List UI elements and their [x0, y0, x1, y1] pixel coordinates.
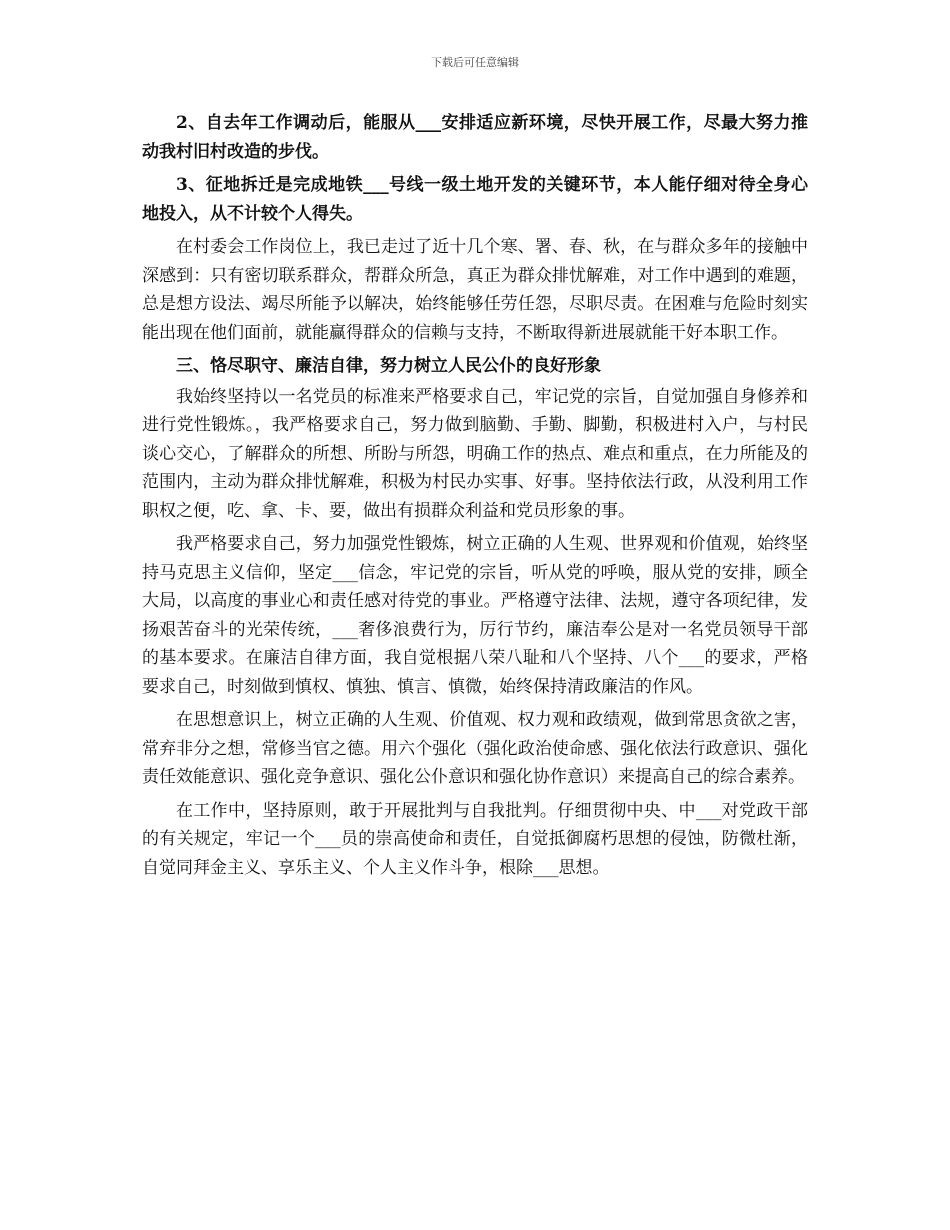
paragraph-work-principle: 在工作中，坚持原则，敢于开展批判与自我批判。仔细贯彻中央、中___对党政干部的有关规定，牢记一个___员的崇高使命和责任，自觉抵御腐朽思想的侵蚀，防微杜渐，自觉同拜金主义、享乐主义、个人主义作斗争，根除___思想。	[142, 800, 808, 878]
paragraph-party-discipline: 我严格要求自己，努力加强党性锻炼，树立正确的人生观、世界观和价值观，始终坚持马克思主义信仰，坚定___信念，牢记党的宗旨，听从党的呼唤，服从党的安排，顾全大局，以高度的事业心和责任感对待党的事业。严格遵守法律、法规，遵守各项纪律，发扬艰苦奋斗的光荣传统，___奢侈浪费行为，厉行节约，廉洁奉公是对一名党员领导干部的基本要求。在廉洁自律方面，我自觉根据八荣八耻和八个坚持、八个___的要求，严格要求自己，时刻做到慎权、慎独、慎言、慎微，始终保持清政廉洁的作风。	[142, 534, 808, 697]
paragraph-village-work: 在村委会工作岗位上，我已走过了近十几个寒、署、春、秋，在与群众多年的接触中深感到：只有密切联系群众，帮群众所急，真正为群众排忧解难，对工作中遇到的难题，总是想方设法、竭尽所能予以解决，始终能够任劳任怨，尽职尽责。在困难与危险时刻实能出现在他们面前，就能赢得群众的信赖与支持，不断取得新进展就能干好本职工作。	[142, 237, 808, 343]
paragraph-item-2: 2、自去年工作调动后，能服从___安排适应新环境，尽快开展工作，尽最大努力推动我村旧村改造的步伐。	[142, 113, 808, 162]
paragraph-item-3: 3、征地拆迁是完成地铁___号线一级土地开发的关键环节，本人能仔细对待全身心地投入，从不计较个人得失。	[142, 175, 808, 224]
paragraph-ideology: 在思想意识上，树立正确的人生观、价值观、权力观和政绩观，做到常思贪欲之害，常弃非分之想，常修当官之德。用六个强化（强化政治使命感、强化依法行政意识、强化责任效能意识、强化竞争意识、强化公仆意识和强化协作意识）来提高自己的综合素养。	[142, 710, 808, 787]
section-heading-3: 三、恪尽职守、廉洁自律，努力树立人民公仆的良好形象	[176, 356, 601, 376]
paragraph-party-standard: 我始终坚持以一名党员的标准来严格要求自己，牢记党的宗旨，自觉加强自身修养和进行党性锻炼。，我严格要求自己，努力做到脑勤、手勤、脚勤，积极进村入户，与村民谈心交心，了解群众的所想、所盼与所怨，明确工作的热点、难点和重点，在力所能及的范围内，主动为群众排忧解难，积极为村民办实事、好事。坚持依法行政，从没利用工作职权之便，吃、拿、卡、要，做出有损群众利益和党员形象的事。	[142, 386, 808, 521]
page-header: 下载后可任意编辑	[431, 56, 519, 69]
document-body	[142, 109, 808, 887]
